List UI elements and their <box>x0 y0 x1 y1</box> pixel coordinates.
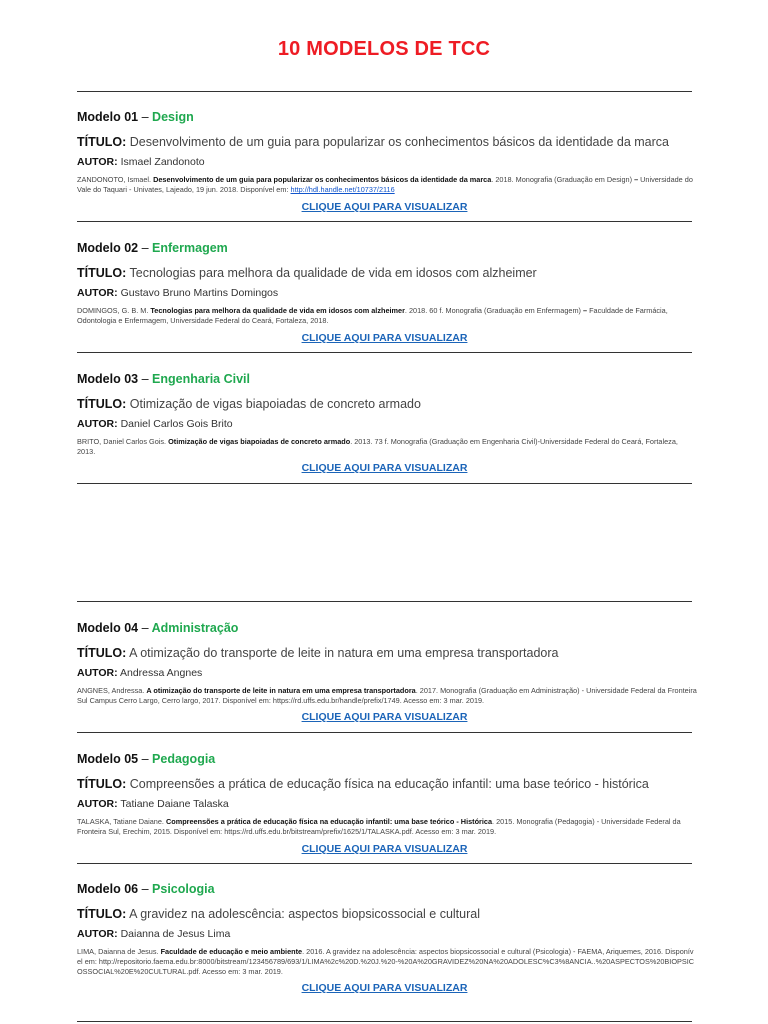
model-author-line <box>77 415 697 433</box>
model-title: A gravidez na adolescência: aspectos biopsicossocial e cultural <box>129 907 480 921</box>
ref-author: BRITO, Daniel Carlos Gois. <box>77 437 167 446</box>
ref-title: Otimização de vigas biapoiadas de concreto armado <box>168 437 351 446</box>
view-model-03-link[interactable]: CLIQUE AQUI PARA VISUALIZAR <box>301 462 468 474</box>
title-label: TÍTULO: <box>77 777 127 791</box>
model-entry-01 <box>77 107 697 195</box>
model-title: A otimização do transporte de leite in natura em uma empresa transportadora <box>129 646 559 660</box>
ref-author: LIMA, Daianna de Jesus. <box>77 947 159 956</box>
dash: – <box>141 372 149 386</box>
author-label: AUTOR: <box>77 287 118 299</box>
ref-title: A otimização do transporte de leite in natura em uma empresa transportadora <box>146 686 416 695</box>
author-label: AUTOR: <box>77 418 118 430</box>
model-reference <box>77 947 697 978</box>
view-model-04-link[interactable]: CLIQUE AQUI PARA VISUALIZAR <box>301 711 468 723</box>
model-area: Psicologia <box>152 882 215 896</box>
model-author-line <box>77 153 697 171</box>
model-entry-06 <box>77 879 697 978</box>
dash: – <box>141 621 149 635</box>
ref-details: . 2015. Monografia (Pedagogia) - Universidade Federal da Fronteira Sul, Erechim, 2015. Disponível em: https://rd.uffs.edu.br/bitstream/prefix/1625/1/TALASKA.pdf. Acesso em: 3 mar. 2019. <box>77 817 681 837</box>
model-heading <box>77 618 697 638</box>
author-label: AUTOR: <box>77 928 118 940</box>
divider <box>77 352 692 353</box>
ref-details: . 2018. 60 f. Monografia (Graduação em Enfermagem) <box>404 306 581 315</box>
dash: – <box>141 882 149 896</box>
divider <box>77 863 692 864</box>
dash: – <box>582 306 588 315</box>
model-title: Otimização de vigas biapoiadas de concreto armado <box>129 397 421 411</box>
model-reference <box>77 817 697 837</box>
model-number: Modelo 01 <box>77 110 139 124</box>
title-label: TÍTULO: <box>77 397 127 411</box>
model-area: Enfermagem <box>152 241 228 255</box>
model-heading <box>77 238 697 258</box>
view-model-02-link[interactable]: CLIQUE AQUI PARA VISUALIZAR <box>301 332 468 344</box>
view-model-05-link[interactable]: CLIQUE AQUI PARA VISUALIZAR <box>301 843 468 855</box>
title-label: TÍTULO: <box>77 907 127 921</box>
ref-details-2: Universidade do Vale do Taquari - Univates, Lajeado, 19 jun. 2018. Disponível em: <box>77 175 693 195</box>
model-reference <box>77 437 697 457</box>
model-title-line <box>77 904 697 924</box>
model-entry-02 <box>77 238 697 326</box>
divider <box>77 1021 692 1022</box>
view-model-06-link[interactable]: CLIQUE AQUI PARA VISUALIZAR <box>301 982 468 994</box>
dash: – <box>141 241 149 255</box>
model-author: Ismael Zandonoto <box>120 156 205 168</box>
divider <box>77 601 692 602</box>
ref-details: . 2013. 73 f. Monografia (Graduação em Engenharia Civil)-Universidade Federal do Ceará, Fortaleza, 2013. <box>77 437 678 457</box>
model-author: Gustavo Bruno Martins Domingos <box>120 287 279 299</box>
ref-author: ANGNES, Andressa. <box>77 686 145 695</box>
ref-details: . 2017. Monografia (Graduação em Administração) - Universidade Federal da Fronteira Sul Campus Cerro Largo, Cerro largo, 2017. Disponível em: https://rd.uffs.edu.br/handle/prefix/1749. Acesso em: 3 mar. 2019. <box>77 686 697 706</box>
model-entry-04 <box>77 618 697 706</box>
model-author-line <box>77 795 697 813</box>
model-author: Daniel Carlos Gois Brito <box>120 418 233 430</box>
page-title: 10 MODELOS DE TCC <box>277 38 491 60</box>
model-title-line <box>77 394 697 414</box>
model-heading <box>77 749 697 769</box>
model-heading <box>77 369 697 389</box>
model-author: Tatiane Daiane Talaska <box>120 798 229 810</box>
ref-author: DOMINGOS, G. B. M. <box>77 306 149 315</box>
model-entry-05 <box>77 749 697 837</box>
model-title: Tecnologias para melhora da qualidade de vida em idosos com alzheimer <box>129 266 537 280</box>
model-title-line <box>77 132 697 152</box>
model-title: Desenvolvimento de um guia para popularizar os conhecimentos básicos da identidade da marca <box>129 135 669 149</box>
model-number: Modelo 04 <box>77 621 139 635</box>
author-label: AUTOR: <box>77 156 118 168</box>
model-number: Modelo 06 <box>77 882 139 896</box>
model-title-line <box>77 643 697 663</box>
model-heading <box>77 879 697 899</box>
divider <box>77 91 692 92</box>
model-title-line <box>77 774 697 794</box>
model-title-line <box>77 263 697 283</box>
ref-title: Tecnologias para melhora da qualidade de vida em idosos com alzheimer <box>150 306 405 315</box>
model-area: Engenharia Civil <box>152 372 250 386</box>
ref-title: Faculdade de educação e meio ambiente <box>160 947 303 956</box>
author-label: AUTOR: <box>77 798 118 810</box>
dash: – <box>141 752 149 766</box>
ref-link[interactable]: http://hdl.handle.net/10737/2116 <box>290 185 395 195</box>
dash: – <box>634 175 639 184</box>
model-area: Administração <box>151 621 239 635</box>
model-author-line <box>77 664 697 682</box>
model-area: Pedagogia <box>152 752 216 766</box>
model-reference <box>77 175 697 195</box>
model-number: Modelo 03 <box>77 372 139 386</box>
ref-author: ZANDONOTO, Ismael. <box>77 175 152 184</box>
author-label: AUTOR: <box>77 667 118 679</box>
ref-title: Desenvolvimento de um guia para popularizar os conhecimentos básicos da identidade da marca <box>153 175 492 184</box>
model-number: Modelo 02 <box>77 241 139 255</box>
model-number: Modelo 05 <box>77 752 139 766</box>
model-entry-03 <box>77 369 697 457</box>
model-reference <box>77 306 697 326</box>
title-label: TÍTULO: <box>77 646 127 660</box>
title-label: TÍTULO: <box>77 266 127 280</box>
ref-details: . 2016. A gravidez na adolescência: aspectos biopsicossocial e cultural (Psicologia) - FAEMA, Ariquemes, 2016. Disponível em: http://repositorio.faema.edu.br:8000/bitstream/123456789/693/1/LIMA%2c%20D.%20J.%20-%20A%20GRAVIDEZ%20NA%20ADOLESC%C3%8ANCIA..%20ASPECTOS%20BIOPSICOSSOCIAL%20E%20CULTURAL.pdf. Acesso em: 3 mar. 2019. <box>77 947 695 977</box>
model-author: Andressa Angnes <box>119 667 203 679</box>
ref-details: . 2018. Monografia (Graduação em Design) <box>491 175 633 184</box>
view-model-01-link[interactable]: CLIQUE AQUI PARA VISUALIZAR <box>301 201 468 213</box>
model-title: Compreensões a prática de educação física na educação infantil: uma base teórico - histórica <box>129 777 649 791</box>
model-reference <box>77 686 697 706</box>
model-area: Design <box>152 110 194 124</box>
ref-author: TALASKA, Tatiane Daiane. <box>77 817 164 826</box>
model-author-line <box>77 925 697 943</box>
model-heading <box>77 107 697 127</box>
ref-title: Compreensões a prática de educação física na educação infantil: uma base teórico - Histórica <box>165 817 493 826</box>
model-author-line <box>77 284 697 302</box>
ref-details-2: Faculdade de Farmácia, Odontologia e Enfermagem, Universidade Federal do Ceará, Fortaleza, 2018. <box>77 306 668 326</box>
divider <box>77 483 692 484</box>
divider <box>77 732 692 733</box>
dash: – <box>141 110 149 124</box>
model-author: Daianna de Jesus Lima <box>120 928 231 940</box>
title-label: TÍTULO: <box>77 135 127 149</box>
divider <box>77 221 692 222</box>
